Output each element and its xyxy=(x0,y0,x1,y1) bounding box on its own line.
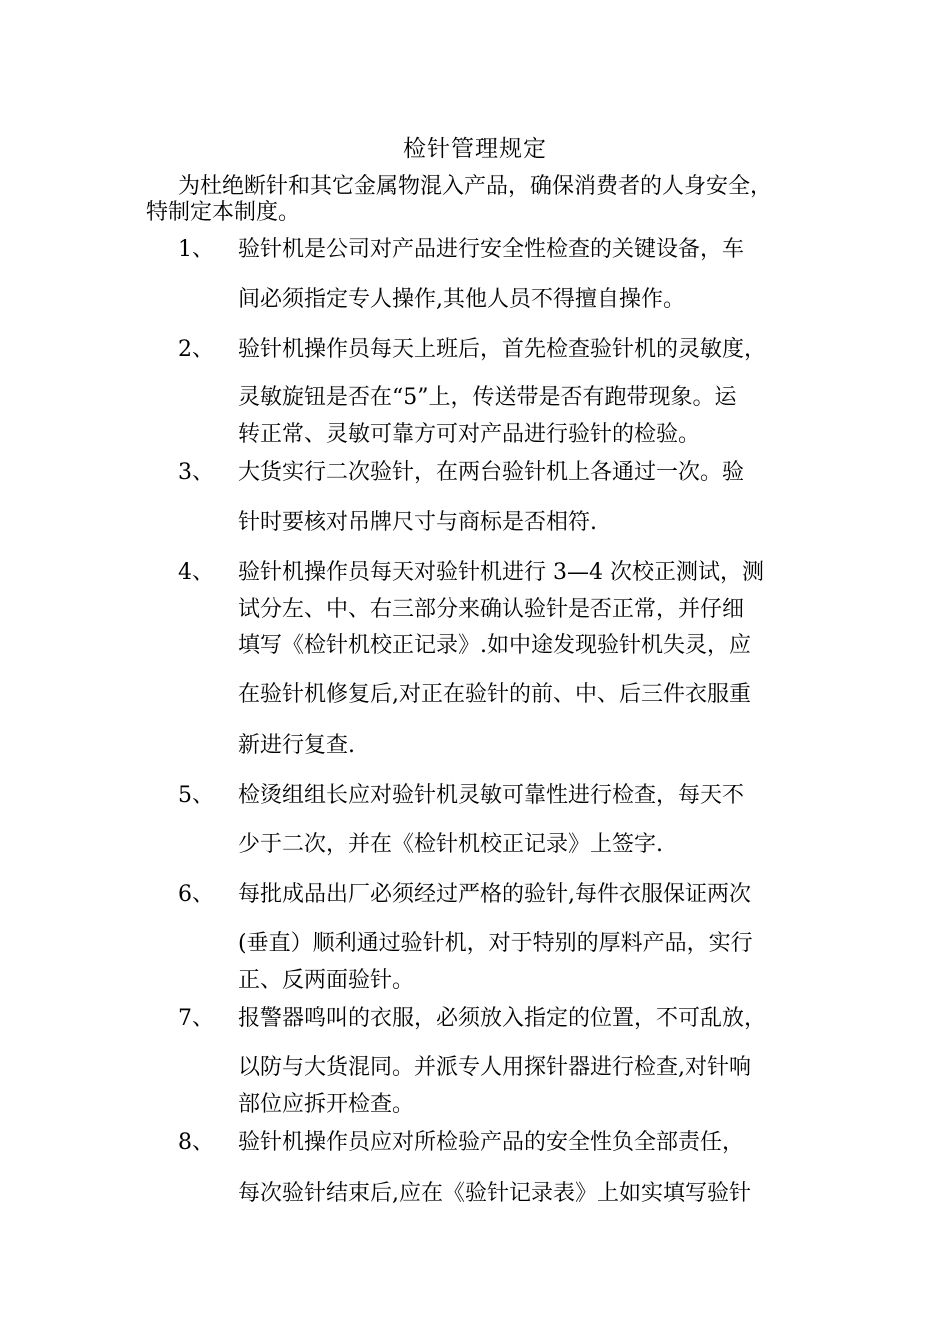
item-8-line-1: 验针机操作员应对所检验产品的安全性负全部责任， xyxy=(238,1130,745,1155)
item-6-line-2: (垂直）顺利通过验针机，对于特别的厚料产品，实行 xyxy=(238,931,753,956)
item-7-line-2: 以防与大货混同。并派专人用探针器进行检查,对针响 xyxy=(238,1055,751,1080)
item-2-number: 2、 xyxy=(178,337,214,362)
item-8-line-2: 每次验针结束后,应在《验针记录表》上如实填写验针 xyxy=(238,1181,751,1206)
item-5-line-1: 检烫组组长应对验针机灵敏可靠性进行检查，每天不 xyxy=(238,783,745,808)
item-2-line-2: 灵敏旋钮是否在“5”上，传送带是否有跑带现象。运 xyxy=(238,385,737,410)
item-4-line-1: 验针机操作员每天对验针机进行 3—4 次校正测试，测 xyxy=(238,560,764,585)
item-2-line-1: 验针机操作员每天上班后，首先检查验针机的灵敏度， xyxy=(238,337,767,362)
item-2-line-3: 转正常、灵敏可靠方可对产品进行验针的检验。 xyxy=(238,422,701,447)
item-1-line-1: 验针机是公司对产品进行安全性检查的关键设备，车 xyxy=(238,237,745,262)
item-6-line-1: 每批成品出厂必须经过严格的验针,每件衣服保证两次 xyxy=(238,882,751,907)
item-4-line-4: 在验针机修复后,对正在验针的前、中、后三件衣服重 xyxy=(238,682,751,707)
item-4-line-3: 填写《检针机校正记录》.如中途发现验针机失灵，应 xyxy=(238,633,751,658)
document-title: 检针管理规定 xyxy=(403,136,547,162)
item-5-line-2: 少于二次，并在《检针机校正记录》上签字. xyxy=(238,832,663,857)
item-4-line-5: 新进行复查. xyxy=(238,733,355,758)
item-1-line-2: 间必须指定专人操作,其他人员不得擅自操作。 xyxy=(238,287,685,312)
item-5-number: 5、 xyxy=(178,783,214,808)
item-7-number: 7、 xyxy=(178,1006,214,1031)
item-4-line-2: 试分左、中、右三部分来确认验针是否正常，并仔细 xyxy=(238,597,745,622)
item-6-number: 6、 xyxy=(178,882,214,907)
item-3-line-2: 针时要核对吊牌尺寸与商标是否相符. xyxy=(238,510,597,535)
item-4-number: 4、 xyxy=(178,560,214,585)
item-3-number: 3、 xyxy=(178,460,214,485)
item-8-number: 8、 xyxy=(178,1130,214,1155)
item-7-line-1: 报警器鸣叫的衣服，必须放入指定的位置，不可乱放， xyxy=(238,1006,767,1031)
item-7-line-3: 部位应拆开检查。 xyxy=(238,1092,415,1117)
intro-line-1: 为杜绝断针和其它金属物混入产品，确保消费者的人身安全， xyxy=(178,174,773,199)
item-6-line-3: 正、反两面验针。 xyxy=(238,968,415,993)
item-1-number: 1、 xyxy=(178,237,214,262)
item-3-line-1: 大货实行二次验针，在两台验针机上各通过一次。验 xyxy=(238,460,745,485)
intro-line-2: 特制定本制度。 xyxy=(146,200,301,225)
